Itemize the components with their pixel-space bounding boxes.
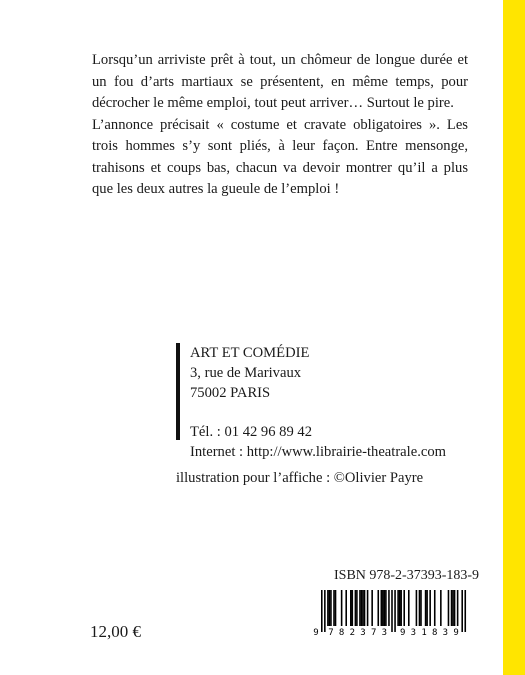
- barcode-digit: 3: [442, 628, 449, 636]
- barcode-bar: [416, 590, 418, 626]
- barcode-bar: [408, 590, 410, 626]
- barcode-bar: [377, 590, 379, 626]
- barcode-digit: 7: [370, 628, 377, 636]
- barcode-bar: [371, 590, 373, 626]
- barcode-bar: [429, 590, 431, 626]
- publisher-street: 3, rue de Marivaux: [190, 365, 302, 381]
- barcode-bar: [420, 590, 422, 626]
- back-cover-blurb: [92, 50, 468, 201]
- barcode-bar: [403, 590, 405, 626]
- publisher-block: [190, 343, 446, 462]
- barcode-bar: [461, 590, 463, 632]
- barcode-bar: [391, 590, 393, 632]
- barcode-bar: [419, 590, 421, 626]
- barcode-digit: 9: [313, 628, 319, 636]
- barcode-digit: 3: [410, 628, 417, 636]
- barcode-bar: [330, 590, 332, 626]
- barcode-bar: [341, 590, 343, 626]
- barcode-bar: [321, 590, 323, 632]
- barcode-bar: [361, 590, 363, 626]
- barcode-digit: 3: [360, 628, 366, 636]
- barcode-digit: 8: [338, 628, 345, 636]
- barcode-bar: [388, 590, 390, 626]
- barcode-bar: [362, 590, 364, 626]
- publisher-phone: Tél. : 01 42 96 89 42: [190, 424, 313, 440]
- barcode-digit: 3: [381, 628, 388, 636]
- barcode-bar: [367, 590, 369, 626]
- barcode-bar: [335, 590, 337, 626]
- barcode-bar: [464, 590, 466, 632]
- barcode-bar: [329, 590, 331, 626]
- isbn-barcode: [312, 590, 468, 636]
- barcode-bar: [364, 590, 366, 626]
- barcode-bar: [345, 590, 347, 626]
- barcode-bar: [454, 590, 456, 626]
- barcode-bar: [399, 590, 401, 626]
- publisher-name: ART ET COMÉDIE: [190, 345, 310, 361]
- barcode-digit: 2: [349, 628, 356, 636]
- price-label: 12,00 €: [90, 622, 141, 641]
- publisher-spacer: [190, 403, 446, 422]
- barcode-digit: 9: [453, 628, 459, 636]
- isbn-label: ISBN 978-2-37393-183-9: [334, 568, 480, 583]
- barcode-bar: [355, 590, 357, 626]
- publisher-vertical-rule: [176, 343, 180, 440]
- barcode-bar: [382, 590, 384, 626]
- barcode-bar: [425, 590, 427, 626]
- barcode-bar: [394, 590, 396, 632]
- publisher-website: Internet : http://www.librairie-theatrale.com: [190, 444, 446, 460]
- barcode-bar: [350, 590, 352, 626]
- barcode-bar: [359, 590, 361, 626]
- barcode-bar: [452, 590, 454, 626]
- barcode-bar: [440, 590, 442, 626]
- barcode-bar: [384, 590, 386, 626]
- barcode-graphic: [312, 590, 468, 636]
- barcode-bar: [448, 590, 450, 626]
- barcode-bar: [457, 590, 459, 626]
- barcode-bar: [400, 590, 402, 626]
- barcode-bar: [327, 590, 329, 626]
- barcode-bar: [385, 590, 387, 626]
- illustration-credit: illustration pour l’affiche : ©Olivier Payre: [176, 470, 424, 486]
- barcode-bar: [434, 590, 436, 626]
- barcode-bar: [356, 590, 358, 626]
- barcode-bar: [426, 590, 428, 626]
- blurb-paragraph-2: L’annonce précisait « costume et cravate obligatoires ». Les trois hommes s’y sont pliés, à leur façon. Entre mensonge, trahisons et coups bas, chacun va devoir montrer qu’il a plus que les deux autres la gueule de l’emploi !: [92, 116, 468, 197]
- barcode-bar: [352, 590, 354, 626]
- barcode-digit: 8: [431, 628, 438, 636]
- barcode-bar: [451, 590, 453, 626]
- barcode-bar: [397, 590, 399, 626]
- barcode-bar: [381, 590, 383, 626]
- barcode-digit: 1: [421, 628, 427, 636]
- barcode-digit: 9: [399, 628, 406, 636]
- barcode-digit: 7: [328, 628, 334, 636]
- publisher-city: 75002 PARIS: [190, 385, 271, 401]
- blurb-paragraph-1: Lorsqu’un arriviste prêt à tout, un chômeur de longue durée et un fou d’arts martiaux se présentent, en même temps, pour décrocher le même emploi, tout peut arriver… Surtout le pire.: [92, 52, 468, 111]
- barcode-bar: [333, 590, 335, 626]
- yellow-edge-stripe: [503, 0, 525, 675]
- barcode-bar: [324, 590, 326, 632]
